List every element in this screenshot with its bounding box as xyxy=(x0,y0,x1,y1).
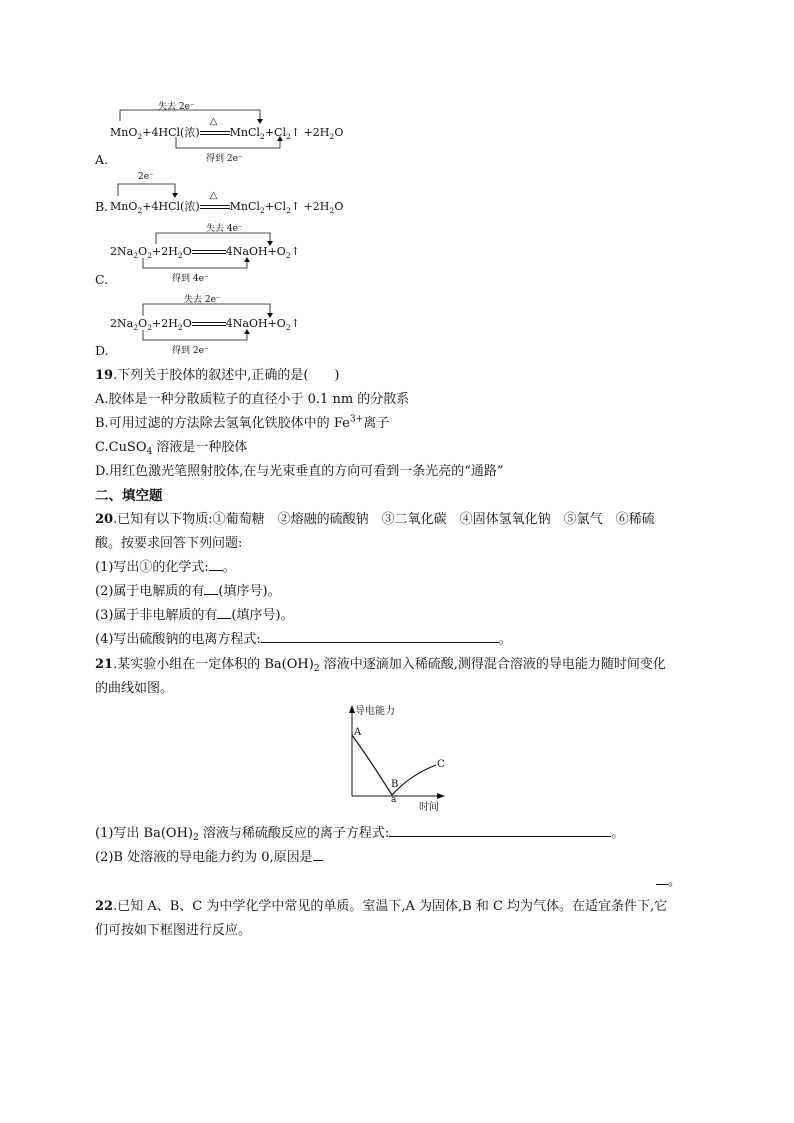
sub-question-1: (1)写出 $Ba(OH)_2$ 溶液与稀硫酸反应的离子方程式: 。 xyxy=(95,826,625,843)
choice-c: C.CuSO$_4$ 溶液是一种胶体 xyxy=(95,440,248,457)
choice-b: B.可用过滤的方法除去氢氧化铁胶体中的 $Fe^{3+}$离子 xyxy=(95,414,390,431)
question-stem-cont: 们可按如下框图进行反应。 xyxy=(95,923,252,938)
x-axis-label: 时间 xyxy=(419,802,439,813)
point-label-b: B xyxy=(391,779,399,790)
option-label: A. xyxy=(95,152,109,167)
electron-transfer-label: 得到 4e⁻ xyxy=(172,274,209,284)
point-label-a: A xyxy=(354,727,362,738)
option-label: B. xyxy=(95,199,109,214)
answer-blank[interactable] xyxy=(389,824,611,837)
equation: $2Na_2O_2+2H_2O$ $4NaOH+O_2↑$ xyxy=(110,245,300,260)
y-axis-label: 导电能力 xyxy=(355,706,395,717)
question-stem-cont: 的曲线如图。 xyxy=(95,681,174,696)
question-stem: 20.已知有以下物质:①葡萄糖 ②熔融的硫酸钠 ③二氧化碳 ④固体氢氧化钠 ⑤氯气 ⑥稀硫 xyxy=(95,512,655,527)
sub-question-4: (4)写出硫酸钠的电离方程式: 。 xyxy=(95,632,512,647)
choice-d: D.用红色激光笔照射胶体,在与光束垂直的方向可看到一条光亮的“通路” xyxy=(95,464,504,479)
sub-question-2: (2)属于电解质的有 (填序号)。 xyxy=(95,584,281,599)
option-label: C. xyxy=(95,272,109,287)
section-heading: 二、填空题 xyxy=(95,488,163,504)
question-stem-cont: 酸。按要求回答下列问题: xyxy=(95,536,243,551)
sub-question-3: (3)属于非电解质的有 (填序号)。 xyxy=(95,608,294,623)
electron-transfer-label: 失去 2e⁻ xyxy=(158,102,195,112)
choice-a: A.胶体是一种分散质粒子的直径小于 0.1 nm 的分散系 xyxy=(95,392,410,407)
question-stem: 22.已知 A、B、C 为中学化学中常见的单质。室温下,A 为固体,B 和 C 均为气体。在适宜条件下,它 xyxy=(95,899,668,914)
question-stem: 21.某实验小组在一定体积的 $Ba(OH)_2$ 溶液中逐滴加入稀硫酸,测得混合溶液的导电能力随时间变化 xyxy=(95,657,666,674)
x-mark-label: a xyxy=(391,795,397,805)
sub-question-1: (1)写出①的化学式: 。 xyxy=(95,560,236,575)
answer-blank[interactable] xyxy=(313,848,323,861)
equation: MnO$_2$+4HCl(浓) △ $MnCl_2+Cl_2↑ +2H_2O$ xyxy=(110,190,344,215)
electron-transfer-label: 2e⁻ xyxy=(138,172,154,182)
electron-transfer-label: 得到 2e⁻ xyxy=(206,154,243,164)
sub-question-2: (2)B 处溶液的导电能力约为 0,原因是 xyxy=(95,846,323,865)
question-stem: 19.下列关于胶体的叙述中,正确的是( ) xyxy=(95,368,340,383)
equation: $2Na_2O_2+2H_2O$ $4NaOH+O_2↑$ xyxy=(110,317,300,332)
sub-question-2-end: 。 xyxy=(656,870,681,889)
equation: MnO$_2$+4HCl(浓) △ $MnCl_2+Cl_2↑ +2H_2O$ xyxy=(110,116,344,141)
point-label-c: C xyxy=(437,759,445,770)
answer-blank[interactable] xyxy=(656,872,668,885)
option-label: D. xyxy=(95,343,109,358)
electron-transfer-label: 失去 4e⁻ xyxy=(206,224,243,234)
electron-transfer-label: 失去 2e⁻ xyxy=(184,295,221,305)
electron-transfer-label: 得到 2e⁻ xyxy=(172,346,209,356)
